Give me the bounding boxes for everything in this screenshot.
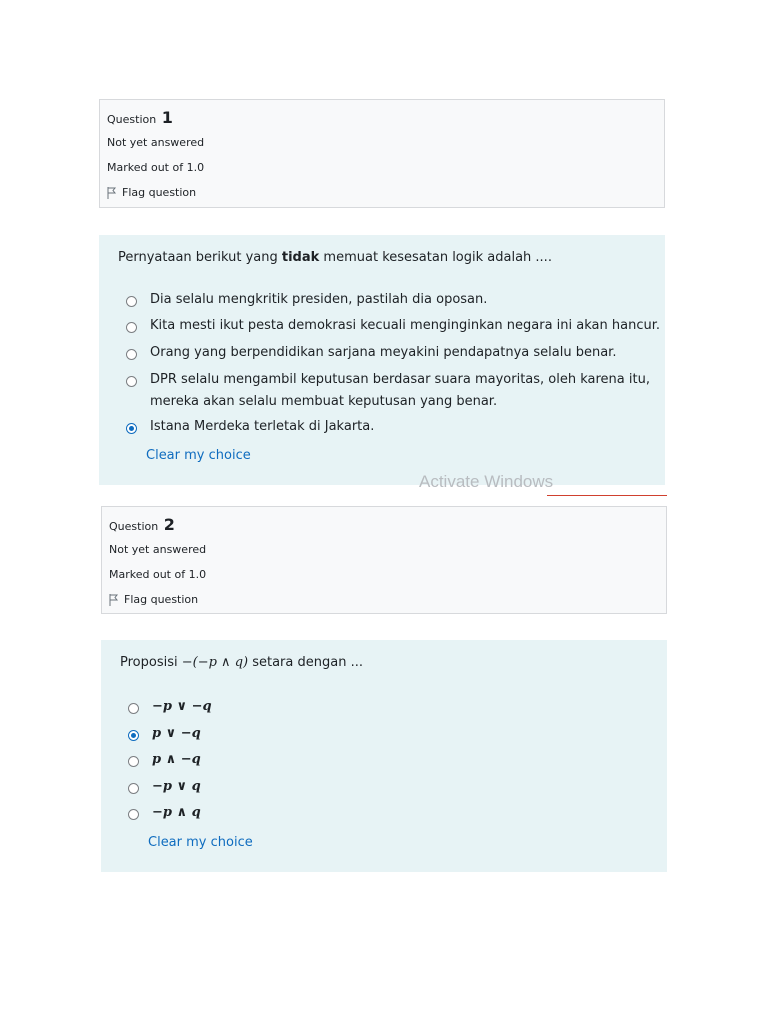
q2-answer-c[interactable]: [128, 753, 201, 771]
q2-answer-d-text: −p ∨ q: [152, 779, 201, 794]
q1-answer-a-text: Dia selalu mengkritik presiden, pastilah dia oposan.: [150, 292, 488, 307]
q1-answer-a[interactable]: [126, 293, 487, 311]
q2-radio-a[interactable]: [128, 703, 139, 714]
q1-marks: Marked out of 1.0: [107, 161, 205, 174]
q1-clear-my-choice-link[interactable]: Clear my choice: [146, 448, 251, 463]
q1-answer-d[interactable]: [126, 373, 650, 413]
q1-info-box: [99, 99, 665, 208]
q2-radio-d[interactable]: [128, 783, 139, 794]
q2-answer-c-text: p ∧ −q: [152, 752, 201, 767]
q2-radio-b-selected[interactable]: [128, 730, 139, 741]
q2-status: Not yet answered: [109, 543, 207, 556]
q2-clear-my-choice-link[interactable]: Clear my choice: [148, 835, 253, 850]
flag-icon: [109, 594, 119, 606]
q2-answer-d[interactable]: [128, 780, 201, 798]
q1-radio-d[interactable]: [126, 376, 137, 387]
q1-answer-c-text: Orang yang berpendidikan sarjana meyakini pendapatnya selalu benar.: [150, 345, 617, 360]
q2-question-text: Proposisi −(−p ∧ q) setara dengan ...: [120, 655, 363, 670]
q2-answer-b-text: p ∨ −q: [152, 726, 201, 741]
q2-answer-e-text: −p ∧ q: [152, 805, 201, 820]
q1-radio-a[interactable]: [126, 296, 137, 307]
q1-radio-b[interactable]: [126, 322, 137, 333]
q2-flag-question[interactable]: [109, 587, 666, 612]
q2-content-box: [101, 640, 667, 872]
q1-status: Not yet answered: [107, 136, 205, 149]
red-underline: [547, 495, 667, 496]
q1-answer-e-text: Istana Merdeka terletak di Jakarta.: [150, 419, 375, 434]
q1-answer-c[interactable]: [126, 346, 616, 364]
q2-marks: Marked out of 1.0: [109, 568, 207, 581]
q1-number: Question 1: [107, 108, 173, 127]
q2-number: Question 2: [109, 515, 175, 534]
q2-radio-c[interactable]: [128, 756, 139, 767]
q1-flag-label: Flag question: [122, 186, 197, 199]
q1-answer-e[interactable]: [126, 420, 374, 438]
q1-answer-b[interactable]: [126, 319, 660, 337]
q2-answer-b[interactable]: [128, 727, 201, 745]
q1-flag-question[interactable]: [107, 180, 664, 205]
q1-question-text: Pernyataan berikut yang tidak memuat kesesatan logik adalah ....: [118, 250, 552, 265]
q2-answer-a[interactable]: [128, 700, 212, 718]
q2-radio-e[interactable]: [128, 809, 139, 820]
q2-answer-e[interactable]: [128, 806, 201, 824]
q1-radio-c[interactable]: [126, 349, 137, 360]
q2-answer-a-text: −p ∨ −q: [152, 699, 212, 714]
q1-radio-e-selected[interactable]: [126, 423, 137, 434]
q2-info-box: [101, 506, 667, 614]
q1-answer-b-text: Kita mesti ikut pesta demokrasi kecuali menginginkan negara ini akan hancur.: [150, 318, 660, 333]
q2-flag-label: Flag question: [124, 593, 199, 606]
activate-windows-watermark: Activate Windows: [419, 472, 554, 491]
q1-answer-d-text: DPR selalu mengambil keputusan berdasar suara mayoritas, oleh karena itu, mereka akan selalu membuat keputusan yang benar.: [150, 372, 650, 409]
flag-icon: [107, 187, 117, 199]
q1-content-box: [99, 235, 665, 485]
